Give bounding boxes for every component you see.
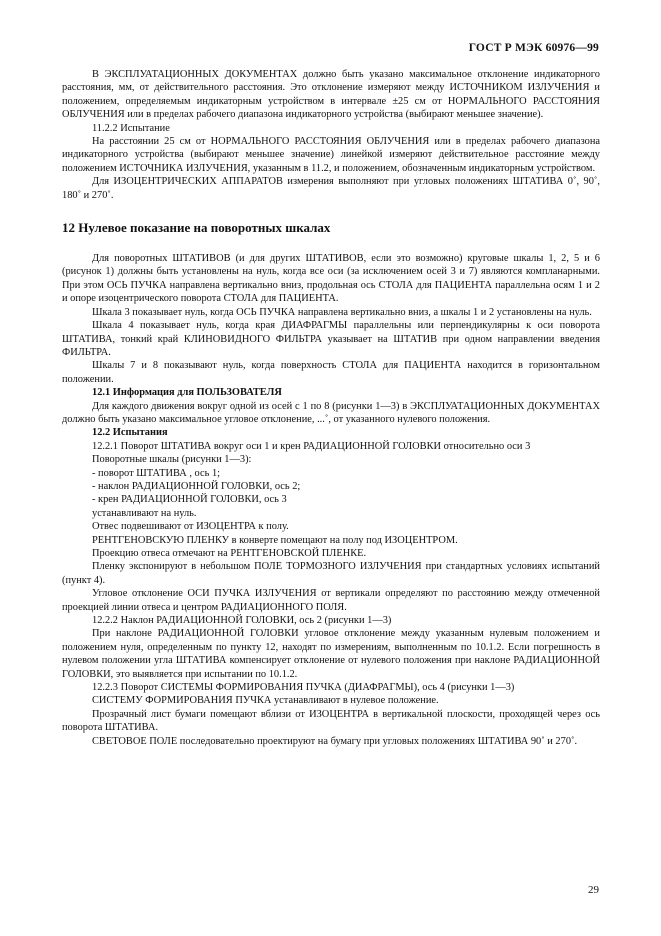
paragraph: СИСТЕМУ ФОРМИРОВАНИЯ ПУЧКА устанавливают в нулевое положение. [92,695,439,707]
paragraph: Для каждого движения вокруг одной из осей с 1 по 8 (рисунки 1—3) в ЭКСПЛУАТАЦИОННЫХ ДОКУМЕНТАХ должно быть указано максимальное угловое отклонение, ...˚, от указанного нулевого положения. [62,400,600,425]
paragraph: При наклоне РАДИАЦИОННОЙ ГОЛОВКИ угловое отклонение между указанным нулевым положением и положением нуля, определенным по пункту 12, находят по измерениям, выполненным по 10.1.2. Если погрешность в нулевом положении угла ШТАТИВА компенсирует отклонение от нулевого положения при наклоне РАДИАЦИОННОЙ ГОЛОВКИ, это выявляется при испытании по 10.1.2. [62,628,600,680]
paragraph: Шкала 4 показывает нуль, когда края ДИАФРАГМЫ параллельны или перпендикулярны к оси поворота ШТАТИВА, тонкий край КЛИНОВИДНОГО ФИЛЬТРА указывает на ШТАТИВ при одном направлении введения ФИЛЬТРА. [62,320,600,358]
paragraph: Шкалы 7 и 8 показывают нуль, когда поверхность СТОЛА для ПАЦИЕНТА находится в горизонтальном положении. [62,360,600,385]
page-number: 29 [588,884,599,896]
page-content [62,68,600,748]
paragraph: 12.2.2 Наклон РАДИАЦИОННОЙ ГОЛОВКИ, ось 2 (рисунки 1—3) [92,615,392,627]
paragraph: Проекцию отвеса отмечают на РЕНТГЕНОВСКОЙ ПЛЕНКЕ. [92,548,367,559]
paragraph: В ЭКСПЛУАТАЦИОННЫХ ДОКУМЕНТАХ должно быть указано максимальное отклонение индикаторного расстояния, мм, от действительного расстояния. Это отклонение измеряют между ИСТОЧНИКОМ ИЗЛУЧЕНИЯ и положением, определяемым индикаторным устройством в интервале ±25 см от НОРМАЛЬНОГО РАССТОЯНИЯ ОБЛУЧЕНИЯ или в пределах рабочего диапазона индикаторного устройства (выбирают меньшее значение). [62,69,600,121]
paragraph: 12.2.1 Поворот ШТАТИВА вокруг оси 1 и крен РАДИАЦИОННОЙ ГОЛОВКИ относительно оси 3 [92,440,531,452]
section-title: 12 Нулевое показание на поворотных шкалах [62,220,331,236]
subsection-heading: 11.2.2 Испытание [92,122,170,134]
paragraph: Шкала 3 показывает нуль, когда ОСЬ ПУЧКА направлена вертикально вниз, а шкалы 1 и 2 установлены на нуль. [92,306,592,318]
subsection-title: 12.1 Информация для ПОЛЬЗОВАТЕЛЯ [92,387,282,399]
paragraph: Угловое отклонение ОСИ ПУЧКА ИЗЛУЧЕНИЯ от вертикали определяют по расстоянию между отмеченной проекцией линии отвеса и центром РАДИАЦИОННОГО ПОЛЯ. [62,588,600,613]
list-item: - поворот ШТАТИВА , ось 1; [92,467,221,479]
paragraph: Пленку экспонируют в небольшом ПОЛЕ ТОРМОЗНОГО ИЗЛУЧЕНИЯ при стандартных условиях испытаний (пункт 4). [62,561,600,586]
paragraph: Прозрачный лист бумаги помещают вблизи от ИЗОЦЕНТРА в вертикальной плоскости, проходящей через ось поворота ШТАТИВА. [62,708,600,734]
list-item: - наклон РАДИАЦИОННОЙ ГОЛОВКИ, ось 2; [92,480,301,492]
paragraph: Отвес подвешивают от ИЗОЦЕНТРА к полу. [92,521,289,533]
paragraph: РЕНТГЕНОВСКУЮ ПЛЕНКУ в конверте помещают на полу под ИЗОЦЕНТРОМ. [92,534,458,546]
list-item: - крен РАДИАЦИОННОЙ ГОЛОВКИ, ось 3 [92,494,287,506]
paragraph: 12.2.3 Поворот СИСТЕМЫ ФОРМИРОВАНИЯ ПУЧКА (ДИАФРАГМЫ), ось 4 (рисунки 1—3) [92,682,515,694]
subsection-title: 12.2 Испытания [92,427,168,439]
paragraph: устанавливают на нуль. [92,507,197,519]
paragraph: На расстоянии 25 см от НОРМАЛЬНОГО РАССТОЯНИЯ ОБЛУЧЕНИЯ или в пределах рабочего диапазона индикаторного устройства (выбирают меньшее значение) линейкой измеряют действительное расстояние между положением ИСТОЧНИКА ИЗЛУЧЕНИЯ, указанным в 11.2, и положением, обозначенным индикаторным устройством. [62,136,600,174]
paragraph: Поворотные шкалы (рисунки 1—3): [92,454,252,466]
paragraph: СВЕТОВОЕ ПОЛЕ последовательно проектируют на бумагу при угловых положениях ШТАТИВА 90˚ и 270˚. [92,735,578,747]
paragraph: Для ИЗОЦЕНТРИЧЕСКИХ АППАРАТОВ измерения выполняют при угловых положениях ШТАТИВА 0˚, 90˚, 180˚ и 270˚. [62,176,600,201]
paragraph: Для поворотных ШТАТИВОВ (и для других ШТАТИВОВ, если это возможно) круговые шкалы 1, 2, 5 и 6 (рисунок 1) должны быть установлены на нуль, когда все оси (за исключением осей 3 и 7) являются компланарными. При этом ОСЬ ПУЧКА направлена вертикально вниз, продольная ось СТОЛА для ПАЦИЕНТА параллельна осям 1 и 2 и опоре изоцентрического поворота СТОЛА для ПАЦИЕНТА. [62,253,600,305]
standard-header: ГОСТ Р МЭК 60976—99 [468,42,599,54]
